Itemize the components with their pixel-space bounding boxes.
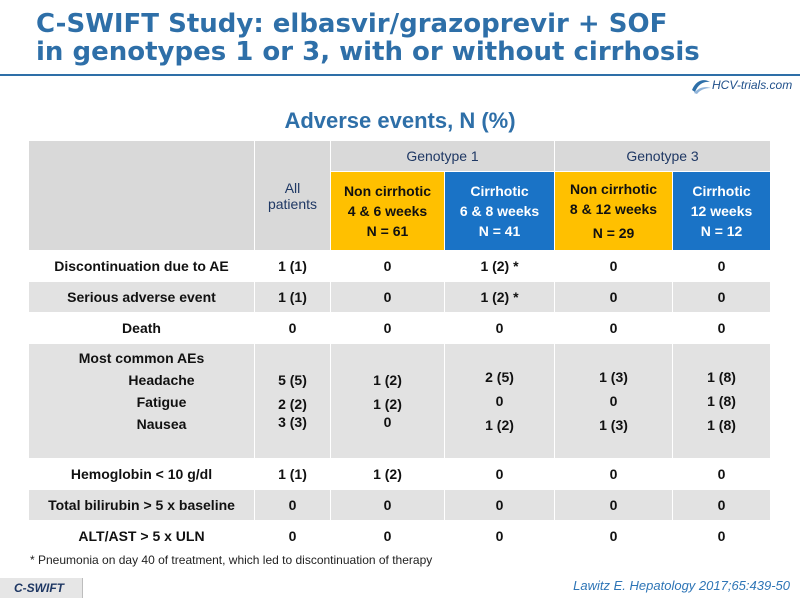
cell-value: 1 (3) [599,369,628,385]
cell-value: 0 [383,414,392,430]
row-label: ALT/AST > 5 x ULN [29,521,255,552]
title-line-2: in genotypes 1 or 3, with or without cirrhosis [36,37,700,67]
cell: 0 [673,459,771,490]
col-g3-cirrhotic [673,172,771,251]
table-row [29,490,771,521]
sub-label: Fatigue [136,394,187,410]
row-label: Serious adverse event [29,282,255,313]
most-common-label: Most common AEs [78,350,205,366]
col-g1-cirrhotic [445,172,555,251]
cell: 0 [555,459,673,490]
col-line: N = 41 [478,223,521,239]
cell-value: 3 (3) [278,414,307,430]
cell: 0 [255,490,331,521]
row-label: Hemoglobin < 10 g/dl [29,459,255,490]
all-patients-header [255,141,331,251]
sub-label: Nausea [136,416,187,432]
cell: 1 (1) [255,459,331,490]
table-row [29,521,771,552]
col-line: Cirrhotic [692,183,751,199]
col-line: N = 29 [592,225,635,241]
cell: 0 [445,313,555,344]
table-row [29,282,771,313]
col-line: 12 weeks [690,203,753,219]
cell: 1 (2) * [445,251,555,282]
cell: 0 [555,521,673,552]
slide-title [36,10,736,66]
hcv-trials-logo [690,76,798,96]
all-patients-line: All [284,179,301,196]
col-line: Cirrhotic [470,183,529,199]
cell-value: 1 (3) [599,417,628,433]
genotype-3-header: Genotype 3 [555,141,771,172]
all-patients-line: patients [267,195,318,212]
table-row [29,459,771,490]
adverse-events-table [28,140,771,552]
cell: 0 [331,490,445,521]
cell [255,344,331,459]
cell: 0 [445,490,555,521]
table-row [29,313,771,344]
cell: 0 [331,282,445,313]
table-subtitle: Adverse events, N (%) [284,108,516,133]
swoosh-icon [690,76,712,96]
study-badge [0,578,83,598]
citation: Lawitz E. Hepatology 2017;65:439-50 [573,578,790,593]
cell-value: 1 (2) [485,417,514,433]
genotype-header-row [29,141,771,172]
cell: 0 [555,313,673,344]
cell-value: 0 [609,393,618,409]
footnote: * Pneumonia on day 40 of treatment, which led to discontinuation of therapy [30,553,433,567]
cell: 0 [555,251,673,282]
row-label [29,344,255,459]
col-line: Non cirrhotic [343,183,432,199]
cell: 1 (2) [331,459,445,490]
cell: 0 [331,251,445,282]
cell: 1 (1) [255,251,331,282]
cell-value: 1 (8) [707,417,736,433]
table-row [29,251,771,282]
row-label: Death [29,313,255,344]
cell-value: 2 (2) [278,396,307,412]
title-rule [0,74,800,76]
cell: 0 [673,313,771,344]
row-label: Discontinuation due to AE [29,251,255,282]
cell [673,344,771,459]
cell-value: 1 (2) [373,372,402,388]
cell: 1 (2) * [445,282,555,313]
cell [555,344,673,459]
cell-value: 0 [495,393,504,409]
cell: 0 [331,313,445,344]
title-line-1: C-SWIFT Study: elbasvir/grazoprevir + SOF [36,9,668,39]
cell: 0 [555,490,673,521]
col-line: N = 61 [366,223,409,239]
col-line: 6 & 8 weeks [459,203,540,219]
table-row [29,344,771,459]
corner-cell [29,141,255,251]
cell-value: 5 (5) [278,372,307,388]
cell-value: 1 (8) [707,393,736,409]
study-badge-text: C-SWIFT [14,581,64,595]
cell [331,344,445,459]
cell: 0 [445,459,555,490]
col-g1-noncirrhotic [331,172,445,251]
cell: 0 [445,521,555,552]
cell: 0 [555,282,673,313]
sub-label: Headache [128,372,195,388]
cell-value: 2 (5) [485,369,514,385]
cell-value: 1 (8) [707,369,736,385]
genotype-1-header: Genotype 1 [331,141,555,172]
cell-value: 1 (2) [373,396,402,412]
cell: 0 [673,521,771,552]
cell: 0 [331,521,445,552]
cell: 1 (1) [255,282,331,313]
cell: 0 [673,251,771,282]
col-line: N = 12 [700,223,743,239]
logo-text: HCV-trials.com [712,78,793,92]
col-line: 4 & 6 weeks [347,203,428,219]
cell: 0 [255,313,331,344]
row-label: Total bilirubin > 5 x baseline [29,490,255,521]
cell [445,344,555,459]
cell: 0 [673,282,771,313]
cell: 0 [255,521,331,552]
col-line: 8 & 12 weeks [569,201,658,217]
col-line: Non cirrhotic [569,181,658,197]
cell: 0 [673,490,771,521]
col-g3-noncirrhotic [555,172,673,251]
